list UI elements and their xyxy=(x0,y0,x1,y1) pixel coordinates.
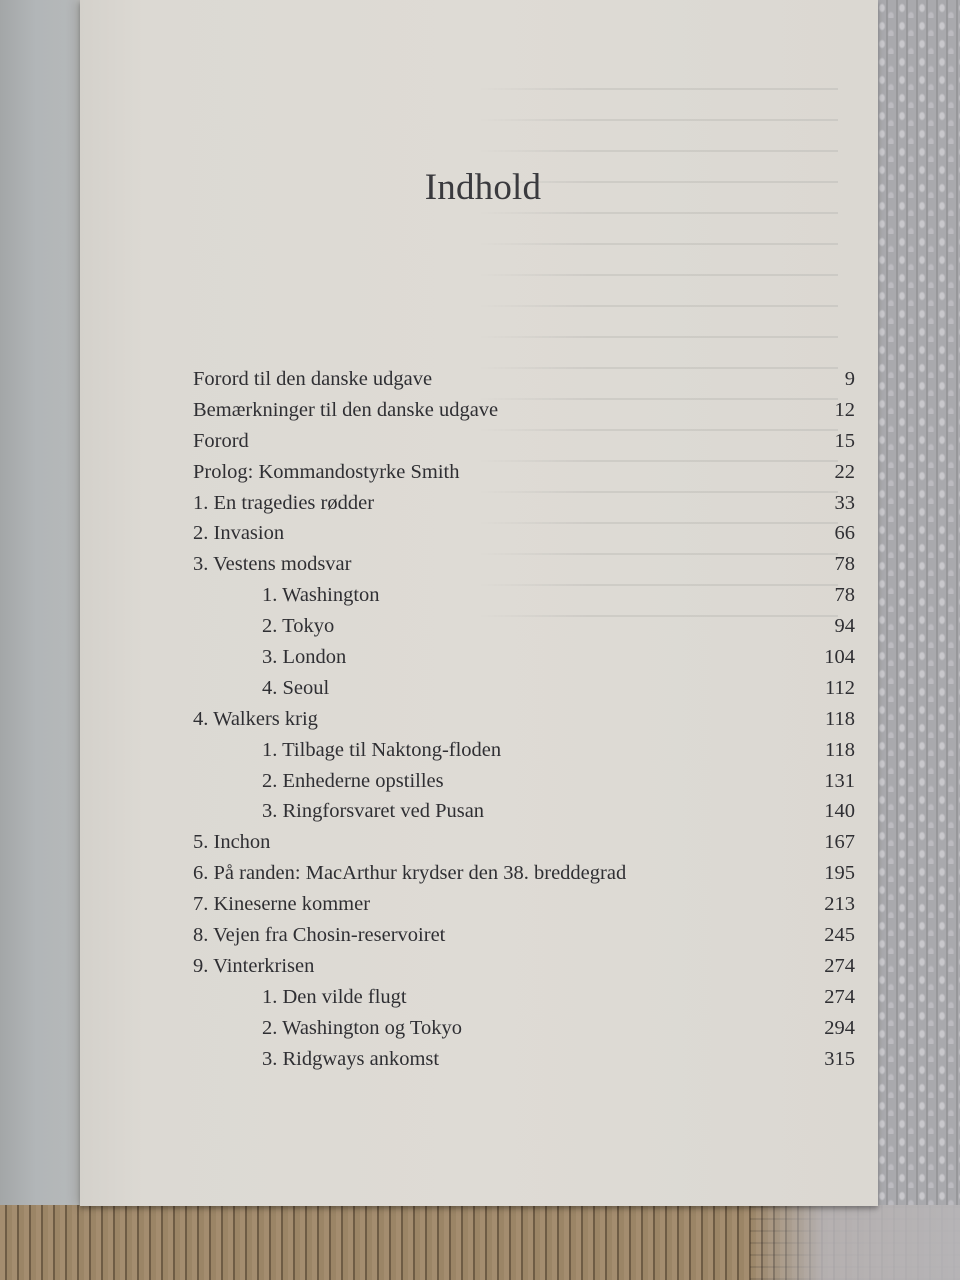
toc-page-number: 213 xyxy=(824,893,855,916)
toc-subentry xyxy=(193,615,855,646)
toc-page-number: 315 xyxy=(824,1047,855,1070)
toc-entry-title: 3. Ridgways ankomst xyxy=(262,1047,440,1070)
toc-entry xyxy=(193,708,855,739)
toc-entry-title: 4. Walkers krig xyxy=(193,707,318,730)
toc-page-number: 66 xyxy=(834,522,855,545)
toc-page-number: 167 xyxy=(824,831,855,854)
toc-subentry xyxy=(193,1048,855,1079)
toc-entry-title: 5. Inchon xyxy=(193,831,271,854)
toc-page-number: 140 xyxy=(824,800,855,823)
toc-entry xyxy=(193,430,855,461)
toc-entry xyxy=(193,893,855,924)
book-cover-edge xyxy=(0,0,90,1215)
carpet-background-right xyxy=(876,0,960,1280)
book-page xyxy=(80,0,878,1206)
toc-entry xyxy=(193,924,855,955)
toc-entry xyxy=(193,399,855,430)
toc-entry-title: Forord til den danske udgave xyxy=(193,368,433,390)
toc-entry xyxy=(193,831,855,862)
toc-page-number: 78 xyxy=(834,584,855,607)
toc-entry xyxy=(193,492,855,523)
toc-entry-title: 2. Tokyo xyxy=(262,615,335,638)
toc-entry-title: 2. Invasion xyxy=(193,522,285,545)
toc-subentry xyxy=(193,584,855,615)
toc-subentry xyxy=(193,986,855,1017)
toc-page-number: 22 xyxy=(834,460,855,483)
toc-page-number: 104 xyxy=(824,646,855,669)
page-title: Indhold xyxy=(424,167,542,208)
toc-page-number: 12 xyxy=(834,398,855,421)
toc-entry-title: 8. Vejen fra Chosin-reservoiret xyxy=(193,924,446,947)
toc-entry xyxy=(193,862,855,893)
toc-entry-title: 1. Washington xyxy=(262,584,380,607)
toc-entry-title: 2. Enhederne opstilles xyxy=(262,769,444,792)
toc-entry-title: 6. På randen: MacArthur krydser den 38. breddegrad xyxy=(193,862,627,885)
toc-subentry xyxy=(193,646,855,677)
toc-page-number: 33 xyxy=(834,491,855,514)
toc-page-number: 9 xyxy=(844,368,855,390)
toc-page-number: 195 xyxy=(824,862,855,885)
table-of-contents xyxy=(193,368,855,1078)
toc-entry xyxy=(193,553,855,584)
toc-entry xyxy=(193,522,855,553)
toc-subentry xyxy=(193,770,855,801)
toc-entry-title: Forord xyxy=(193,429,249,452)
toc-entry-title: 3. Vestens modsvar xyxy=(193,553,352,576)
toc-entry-title: 1. Tilbage til Naktong-floden xyxy=(262,738,502,761)
toc-page-number: 15 xyxy=(834,429,855,452)
toc-page-number: 94 xyxy=(834,615,855,638)
toc-page-number: 294 xyxy=(824,1016,855,1039)
toc-entry-title: Prolog: Kommandostyrke Smith xyxy=(193,460,460,483)
toc-subentry xyxy=(193,739,855,770)
toc-page-number: 274 xyxy=(824,954,855,977)
toc-subentry xyxy=(193,677,855,708)
toc-subentry xyxy=(193,1017,855,1048)
toc-entry-title: 4. Seoul xyxy=(262,676,330,699)
toc-page-number: 118 xyxy=(825,707,855,730)
toc-entry-title: 7. Kineserne kommer xyxy=(193,893,371,916)
toc-page-number: 274 xyxy=(824,985,855,1008)
toc-page-number: 245 xyxy=(824,924,855,947)
toc-page-number: 118 xyxy=(825,738,855,761)
toc-page-number: 112 xyxy=(825,676,855,699)
carpet-background-bottom-right xyxy=(750,1205,960,1280)
toc-page-number: 78 xyxy=(834,553,855,576)
toc-entry-title: 1. En tragedies rødder xyxy=(193,491,375,514)
toc-subentry xyxy=(193,800,855,831)
toc-entry-title: 9. Vinterkrisen xyxy=(193,954,315,977)
toc-page-number: 131 xyxy=(824,769,855,792)
toc-entry-title: 2. Washington og Tokyo xyxy=(262,1016,463,1039)
toc-entry xyxy=(193,461,855,492)
toc-entry xyxy=(193,955,855,986)
toc-entry xyxy=(193,368,855,399)
toc-entry-title: 1. Den vilde flugt xyxy=(262,985,407,1008)
toc-entry-title: 3. Ringforsvaret ved Pusan xyxy=(262,800,485,823)
toc-entry-title: 3. London xyxy=(262,646,347,669)
toc-entry-title: Bemærkninger til den danske udgave xyxy=(193,398,499,421)
